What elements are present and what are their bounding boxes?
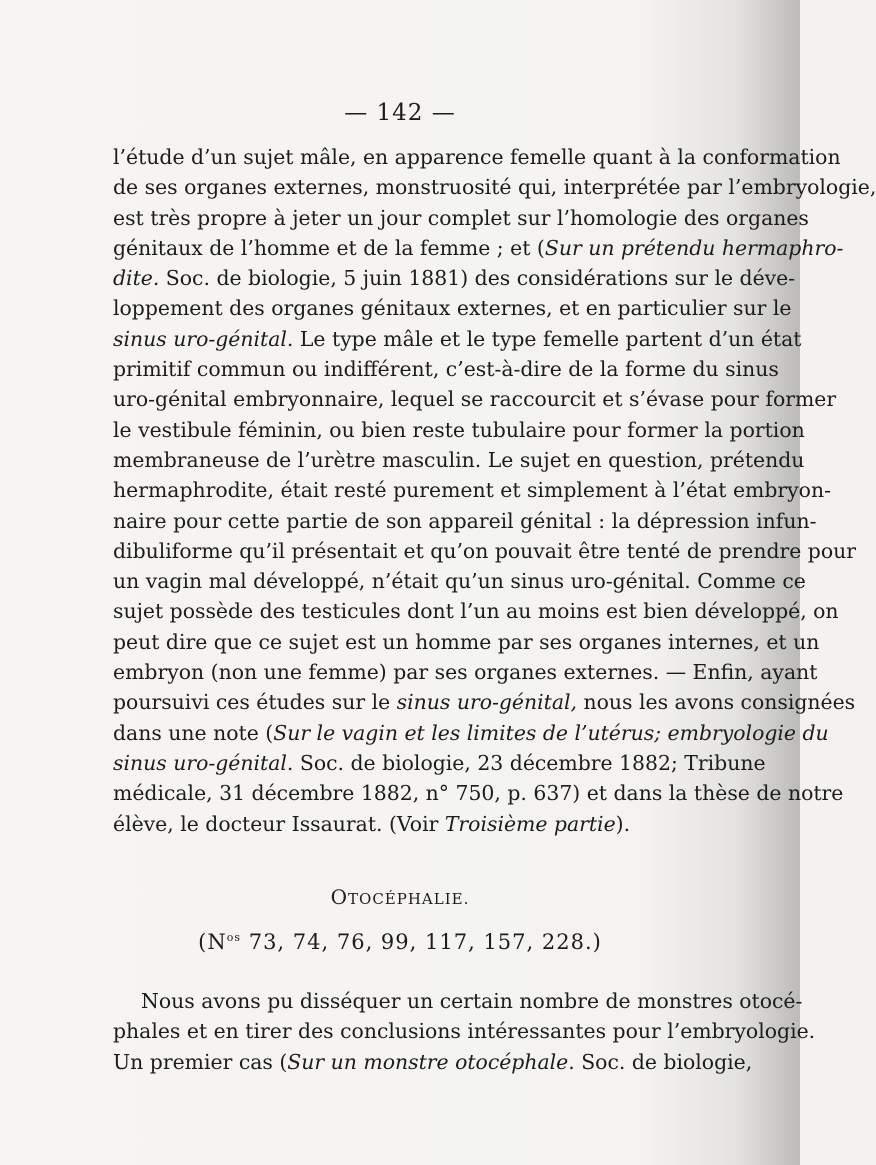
text-run: Soc. de biologie, 23 décembre 1882; Tribune [293,750,766,775]
text-line: loppement des organes génitaux externes, et en particulier sur le [113,296,792,321]
refs-open: (N [198,930,227,954]
text-run: Un premier cas ( [113,1049,288,1074]
text-line: est très propre à jeter un jour complet sur l’homologie des organes [113,205,809,230]
text-line [113,233,844,263]
text-line: Nous avons pu disséquer un certain nombre de monstres otocé- [141,989,803,1013]
section-references [0,930,800,954]
text-line [113,687,856,717]
text-line: un vagin mal développé, n’était qu’un sinus uro-génital. Comme ce [113,569,806,594]
refs-numbers: 73, 74, 76, 99, 117, 157, 228.) [241,930,602,954]
text-run: Le type mâle et le type femelle partent d’un état [293,326,802,351]
citation-title: Sur un monstre otocéphale. [287,1049,575,1074]
text-line: embryon (non une femme) par ses organes externes. — Enfin, ayant [113,660,818,685]
text-line: phales et en tirer des conclusions intéressantes pour l’embryologie. [113,1019,816,1044]
text-line: l’étude d’un sujet mâle, en apparence femelle quant à la conformation [113,145,841,169]
citation-title: sinus uro-génital. [113,750,294,775]
text-line: sujet possède des testicules dont l’un au moins est bien développé, on [113,599,839,624]
text-line: membraneuse de l’urètre masculin. Le sujet en question, prétendu [113,447,805,472]
text-line [113,324,802,354]
heading-small-caps: TOCÉPHALIE. [348,890,470,908]
paragraph-2 [113,986,816,1077]
italic-term: sinus uro-génital, [396,690,578,715]
text-line: médicale, 31 décembre 1882, n° 750, p. 637) et dans la thèse de notre [113,781,844,806]
text-run: dans une note ( [113,720,274,745]
text-run: poursuivi ces études sur le [113,690,397,715]
text-line: primitif commun ou indifférent, c’est-à-dire de la forme du sinus [113,357,779,382]
text-line [113,748,766,778]
refs-superscript: os [226,931,242,944]
text-run: ). [615,811,631,836]
text-line [113,809,725,839]
paragraph-1 [113,142,876,839]
text-line: naire pour cette partie de son appareil génital : la dépression infun- [113,508,817,533]
text-line: uro-génital embryonnaire, lequel se raccourcit et s’évase pour former [113,387,837,412]
text-line: hermaphrodite, était resté purement et simplement à l’état embryon- [113,478,831,503]
heading-initial: O [330,885,349,909]
italic-term: sinus uro-génital. [113,326,294,351]
text-run: Soc. de biologie, [574,1049,753,1074]
text-run: Soc. de biologie, 5 juin 1881) des considérations sur le déve- [159,266,796,291]
italic-term: Troisième partie [444,811,616,836]
page-number: — 142 — [344,100,456,126]
text-line: peut dire que ce sujet est un homme par ses organes internes, et un [113,629,820,654]
text-line: dibuliforme qu’il présentait et qu’on pouvait être tenté de prendre pour [113,538,857,563]
text-line [113,263,796,293]
text-line: le vestibule féminin, ou bien reste tubulaire pour former la portion [113,417,805,442]
citation-title: Sur un prétendu hermaphro- [544,235,844,260]
citation-title: dite. [113,266,160,291]
text-line [113,718,829,748]
text-run: génitaux de l’homme et de la femme ; et ( [113,235,545,260]
text-line: de ses organes externes, monstruosité qui, interprétée par l’embryologie, [113,175,876,200]
text-run: élève, le docteur Issaurat. (Voir [113,811,445,836]
citation-title: Sur le vagin et les limites de l’utérus; embryologie du [273,720,829,745]
text-line [113,1047,753,1077]
text-run: nous les avons consignées [577,690,856,715]
section-heading [0,885,800,909]
